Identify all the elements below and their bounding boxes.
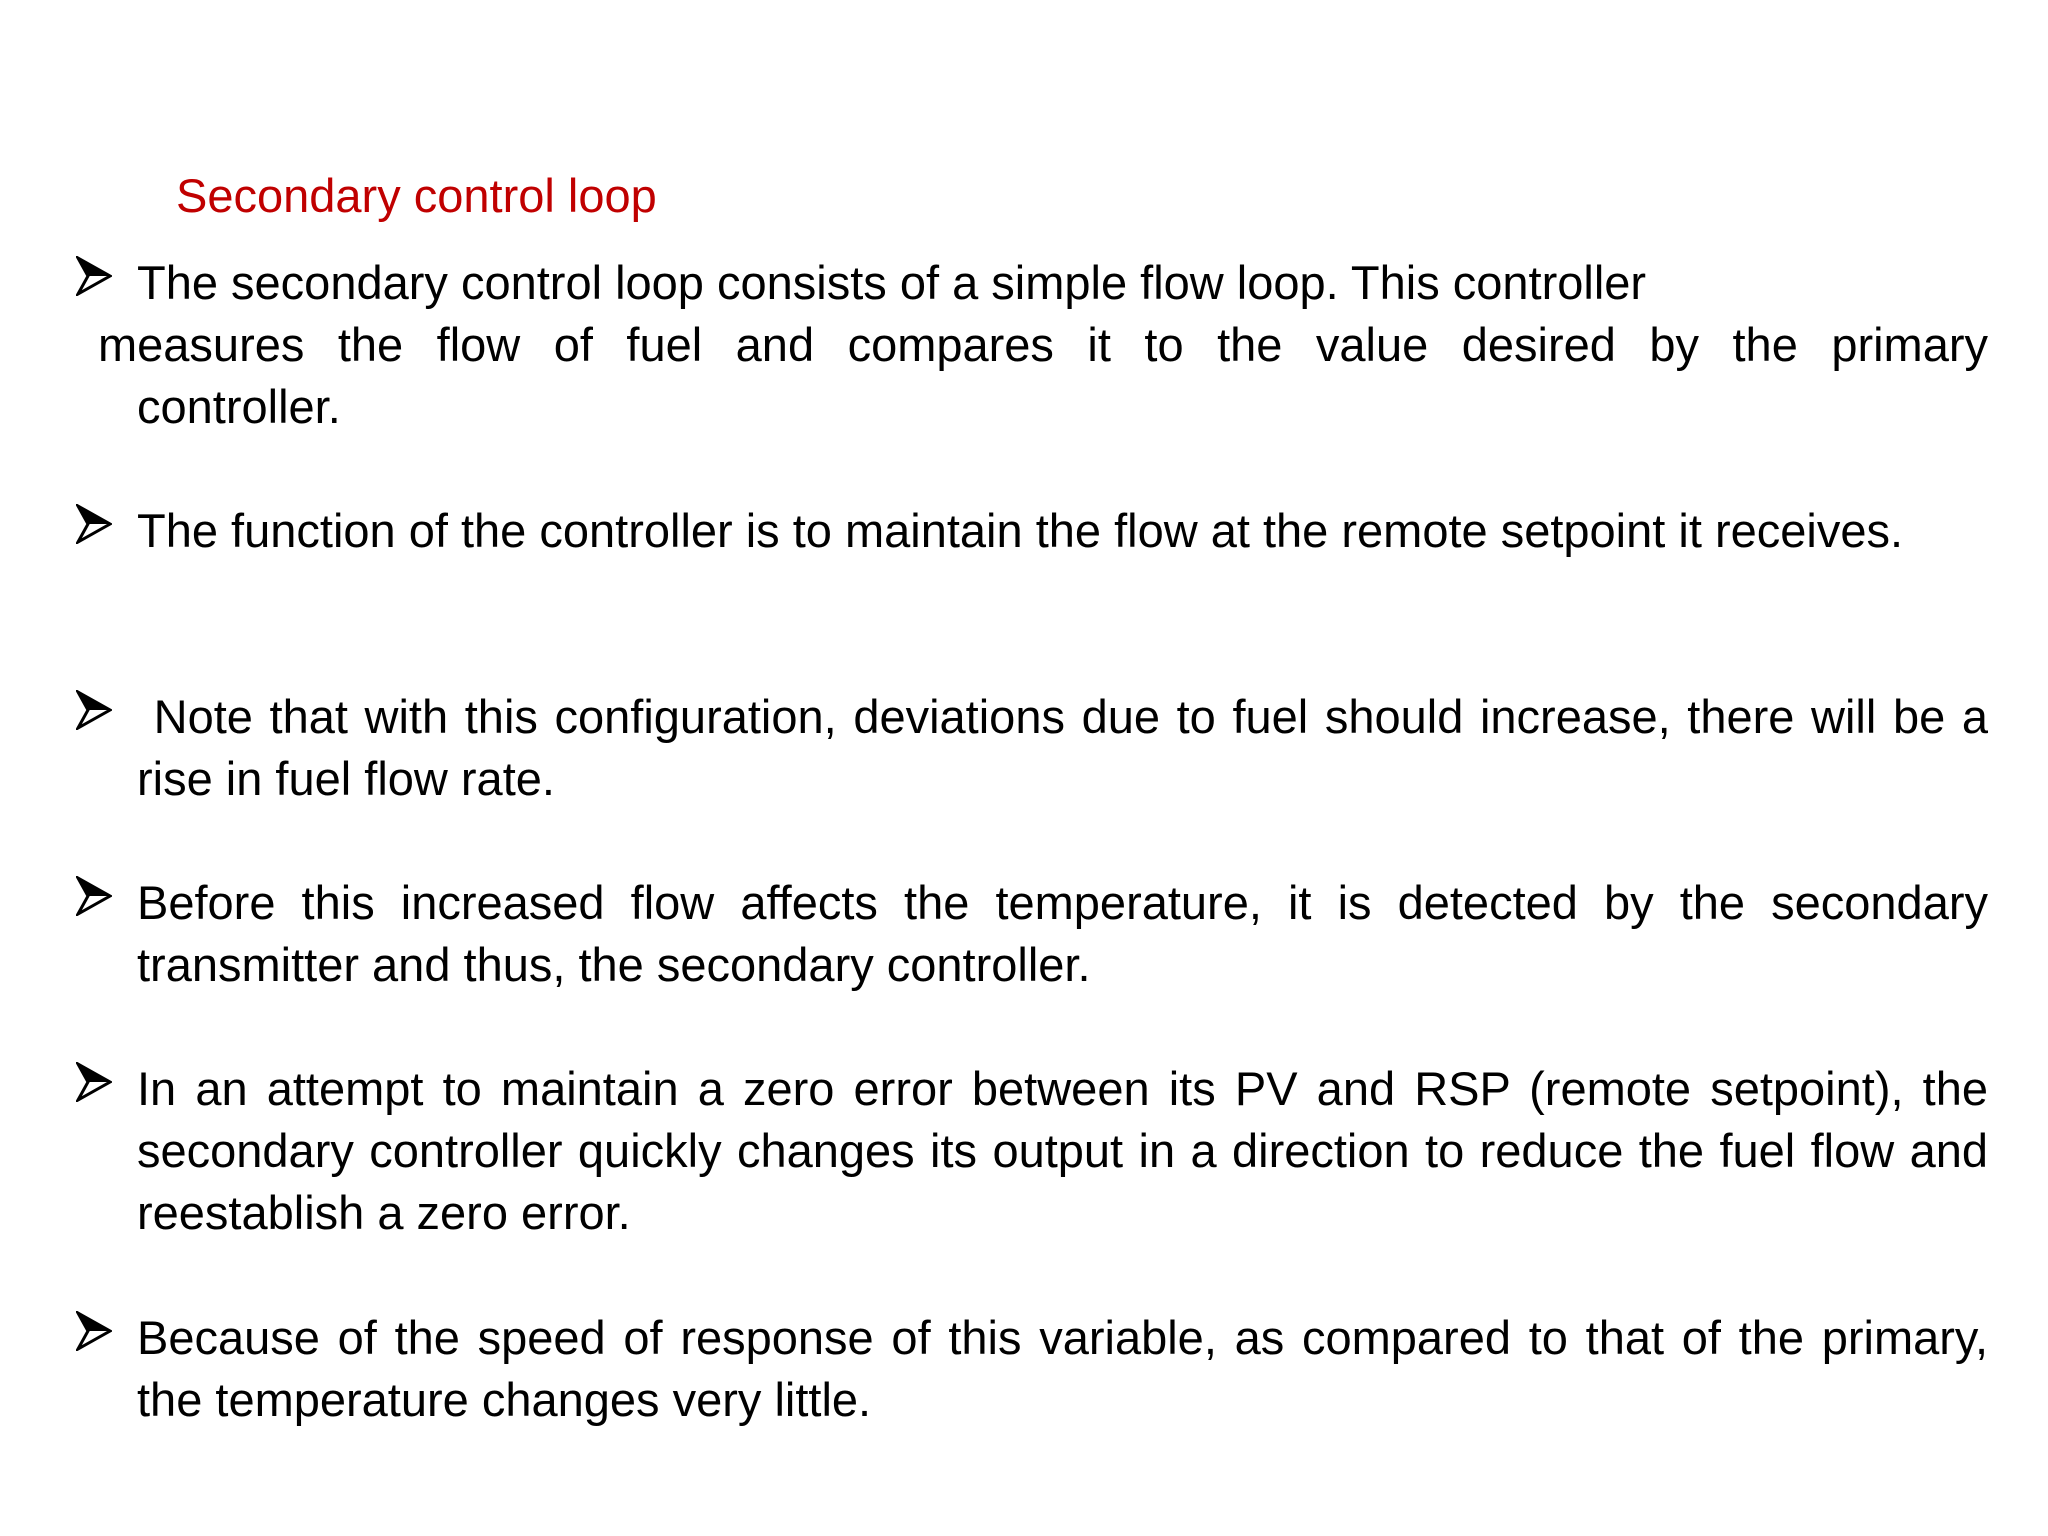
- bullet-text: In an attempt to maintain a zero error between its PV and RSP (remote setpoint), the secondary controller quickly changes its output in a direction to reduce the fuel flow and reestablish a zero error.: [137, 1062, 1988, 1239]
- arrowhead-bullet-icon: [76, 504, 112, 544]
- bullet-text: The function of the controller is to maintain the flow at the remote setpoint it receives.: [137, 504, 1904, 557]
- arrowhead-bullet-icon: [76, 690, 112, 730]
- slide-title: Secondary control loop: [176, 169, 657, 222]
- bullet-item-2: [0, 500, 2048, 630]
- bullet-text: Because of the speed of response of this variable, as compared to that of the primary, the temperature changes very little.: [137, 1311, 1988, 1426]
- bullet-item-6: [0, 1307, 2048, 1437]
- bullet-text-line: The secondary control loop consists of a simple flow loop. This controller: [137, 256, 1647, 309]
- bullet-text: Note that with this configuration, deviations due to fuel should increase, there will be a rise in fuel flow rate.: [137, 690, 2002, 805]
- bullet-item-1: [0, 252, 2048, 442]
- arrowhead-bullet-icon: [76, 1062, 112, 1102]
- arrowhead-bullet-icon: [76, 876, 112, 916]
- bullet-text-line: controller.: [137, 380, 341, 433]
- bullet-item-5: [0, 1058, 2048, 1248]
- bullet-text-line: measures the flow of fuel and compares it to the value desired by the primary: [98, 318, 1988, 371]
- arrowhead-bullet-icon: [76, 256, 112, 296]
- bullet-text: Before this increased flow affects the temperature, it is detected by the secondary transmitter and thus, the secondary controller.: [137, 876, 1988, 991]
- bullet-item-4: [0, 872, 2048, 1002]
- bullet-item-3: [0, 686, 2048, 816]
- arrowhead-bullet-icon: [76, 1311, 112, 1351]
